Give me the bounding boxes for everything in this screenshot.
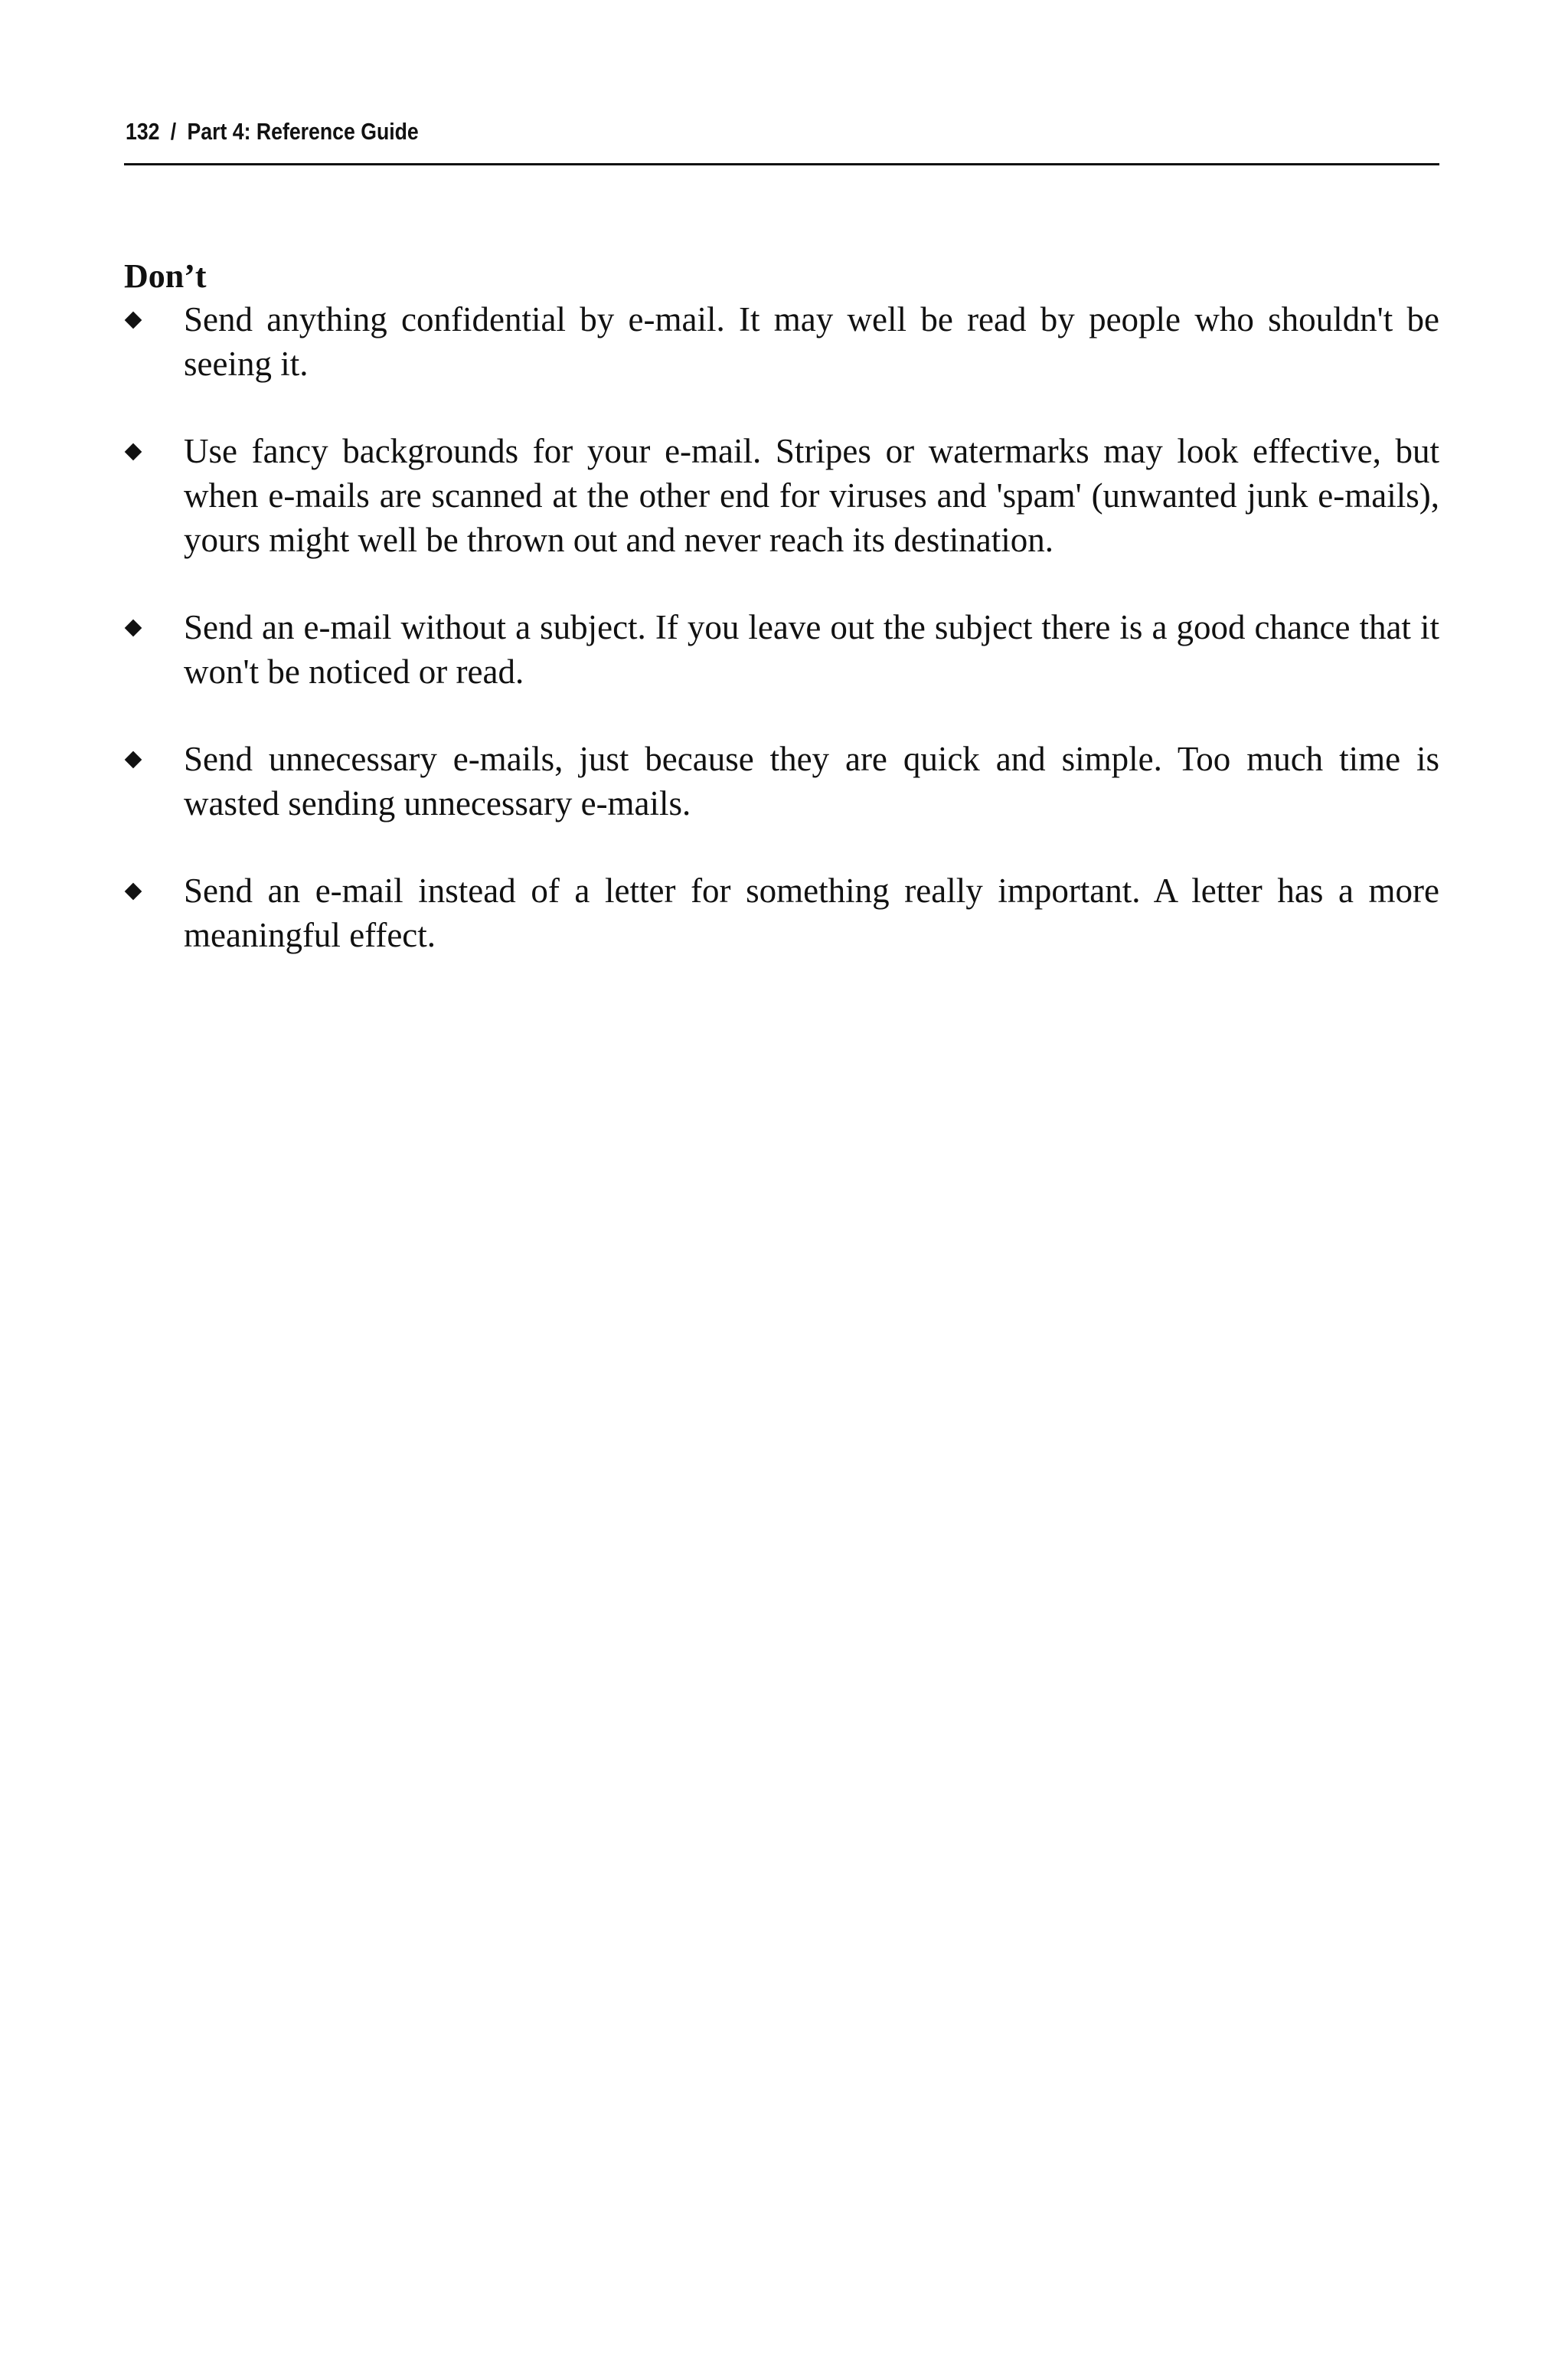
list-item	[124, 297, 1439, 386]
list-item	[124, 605, 1439, 694]
page-number: 132	[126, 118, 160, 145]
header-separator: /	[170, 118, 177, 145]
page-content	[124, 257, 1439, 1000]
list-item	[124, 868, 1439, 957]
list-item	[124, 737, 1439, 826]
diamond-bullet-icon	[125, 883, 142, 901]
list-item-text: Send unnecessary e-mails, just because they are quick and simple. Too much time is wasted sending unnecessary e-mails.	[184, 740, 1439, 822]
section-heading: Don’t	[124, 257, 207, 295]
diamond-bullet-icon	[125, 620, 142, 637]
bullet-list	[124, 297, 1439, 957]
list-item-text: Send anything confidential by e-mail. It may well be read by people who shouldn't be seeing it.	[184, 300, 1439, 383]
running-header	[124, 115, 1439, 165]
running-header-text	[126, 118, 419, 146]
list-item-text: Use fancy backgrounds for your e-mail. Stripes or watermarks may look effective, but when e-mails are scanned at the other end for viruses and 'spam' (unwanted junk e-mails), yours might well be thrown out and never reach its destination.	[184, 432, 1439, 559]
diamond-bullet-icon	[125, 312, 142, 329]
list-item	[124, 429, 1439, 562]
list-item-text: Send an e-mail instead of a letter for something really important. A letter has a more meaningful effect.	[184, 872, 1439, 954]
section-title: Part 4: Reference Guide	[187, 118, 419, 145]
diamond-bullet-icon	[125, 751, 142, 769]
list-item-text: Send an e-mail without a subject. If you leave out the subject there is a good chance that it won't be noticed or read.	[184, 608, 1439, 691]
diamond-bullet-icon	[125, 443, 142, 461]
